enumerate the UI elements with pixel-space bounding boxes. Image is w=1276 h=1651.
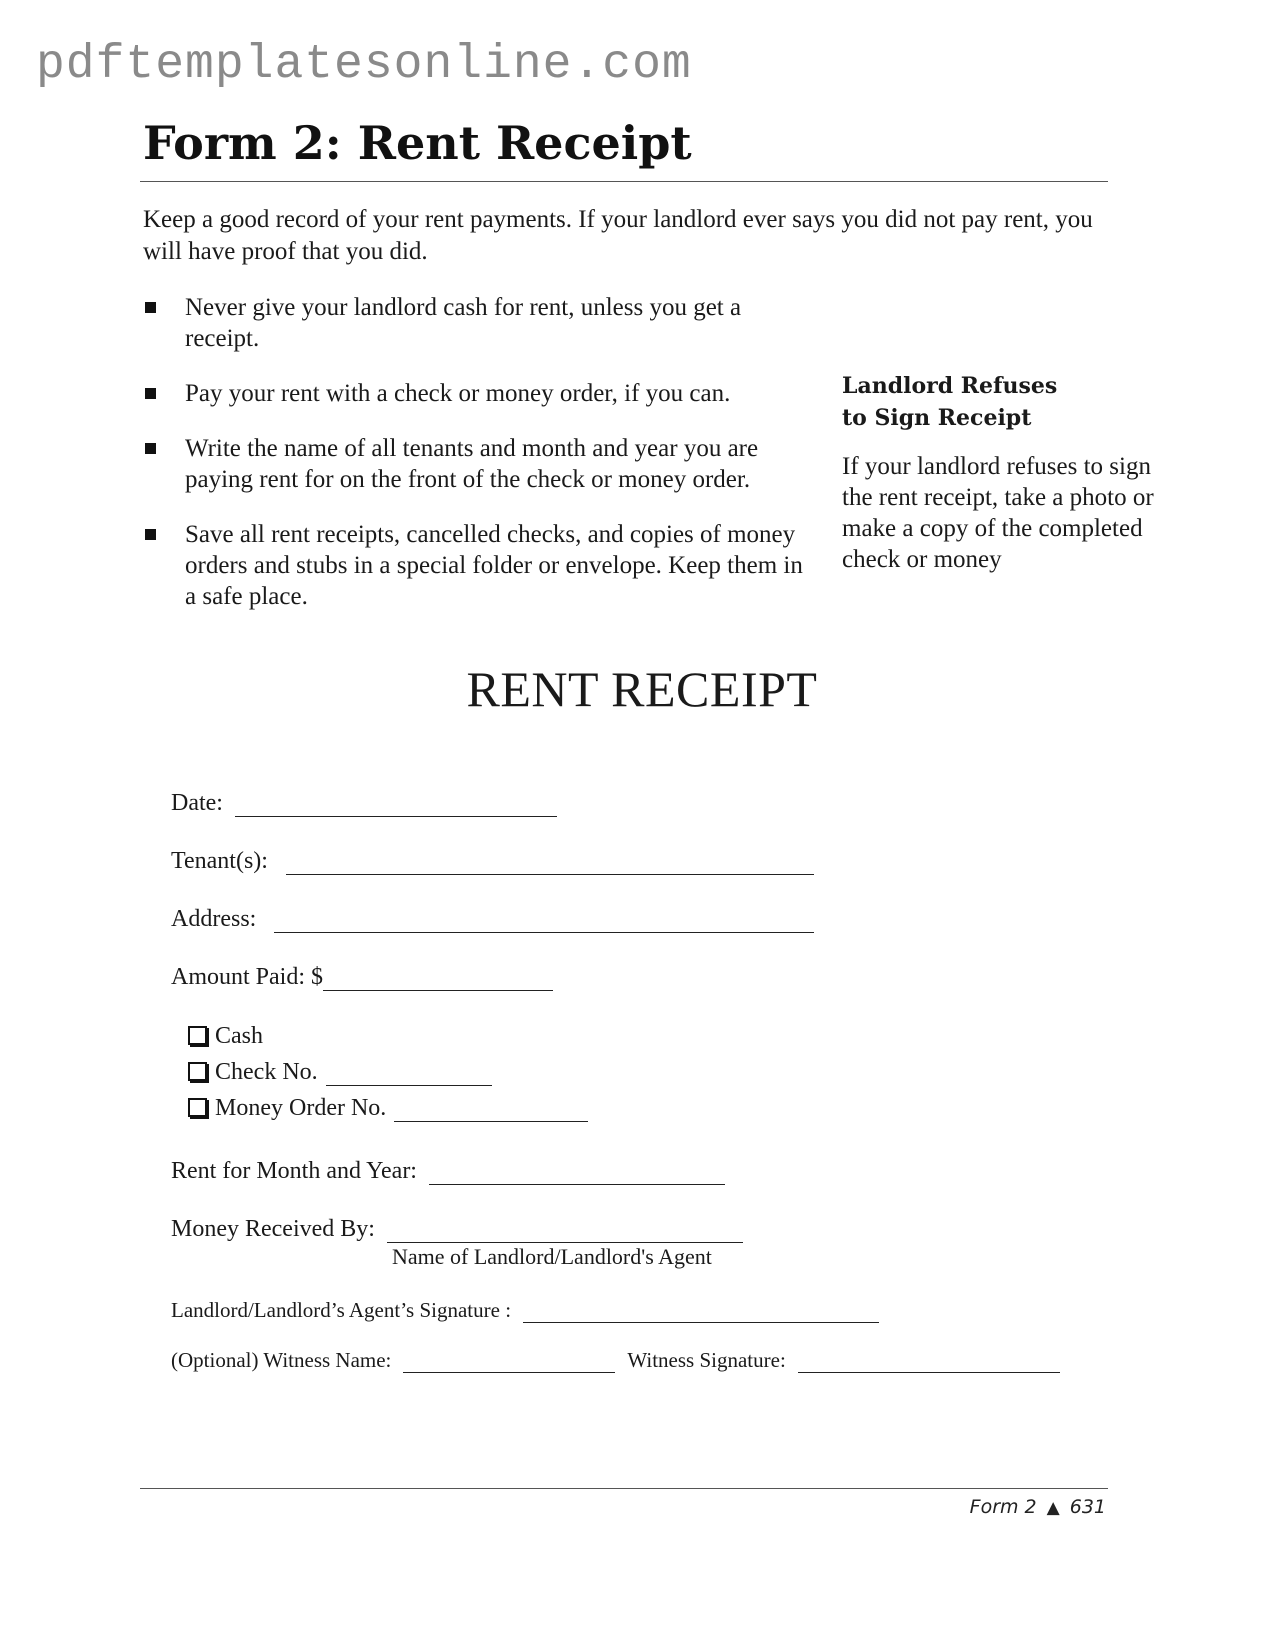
square-bullet-icon [145, 388, 156, 399]
watermark: pdftemplatesonline.com [36, 38, 692, 92]
list-item: Save all rent receipts, cancelled checks, and copies of money orders and stubs in a special folder or envelope. Keep them in a safe place. [143, 519, 813, 612]
money-order-number-input-line[interactable] [394, 1099, 588, 1122]
signature-input-line[interactable] [523, 1300, 879, 1323]
amount-paid-field [171, 964, 553, 991]
witness-field [171, 1348, 1060, 1373]
received-by-field [171, 1216, 743, 1243]
tenants-field [171, 848, 814, 875]
checkbox-money-order[interactable] [188, 1098, 207, 1117]
payment-option-cash: Cash [188, 1023, 263, 1050]
square-bullet-icon [145, 443, 156, 454]
square-bullet-icon [145, 529, 156, 540]
signature-field [171, 1298, 879, 1323]
signature-label: Landlord/Landlord’s Agent’s Signature : [171, 1298, 512, 1322]
page-number: 631 [1069, 1496, 1106, 1518]
received-by-input-line[interactable] [387, 1220, 743, 1243]
address-input-line[interactable] [274, 910, 814, 933]
received-by-label: Money Received By: [171, 1216, 375, 1242]
tips-list [143, 292, 813, 636]
witness-name-input-line[interactable] [403, 1350, 615, 1373]
month-year-label: Rent for Month and Year: [171, 1158, 417, 1184]
payment-option-check: Check No. [188, 1059, 492, 1086]
list-item: Write the name of all tenants and month and year you are paying rent for on the front of the check or money order. [143, 433, 813, 495]
square-bullet-icon [145, 302, 156, 313]
title-divider [140, 181, 1108, 182]
month-year-field [171, 1158, 725, 1185]
date-input-line[interactable] [235, 794, 557, 817]
date-label: Date: [171, 790, 223, 816]
tenants-input-line[interactable] [286, 852, 814, 875]
date-field [171, 790, 557, 817]
sidebar-heading: Landlord Refuses to Sign Receipt [842, 373, 1058, 431]
check-number-input-line[interactable] [326, 1063, 492, 1086]
checkbox-check[interactable] [188, 1062, 207, 1081]
address-field [171, 906, 814, 933]
month-year-input-line[interactable] [429, 1162, 725, 1185]
amount-paid-label: Amount Paid: $ [171, 964, 324, 990]
list-item: Pay your rent with a check or money order, if you can. [143, 378, 813, 409]
checkbox-cash[interactable] [188, 1026, 207, 1045]
footer-divider [140, 1488, 1108, 1489]
payment-option-money-order: Money Order No. [188, 1095, 588, 1122]
address-label: Address: [171, 906, 257, 932]
witness-signature-label: Witness Signature: [627, 1348, 786, 1372]
witness-name-label: (Optional) Witness Name: [171, 1348, 392, 1372]
footer-form-label: Form 2 [969, 1496, 1037, 1518]
page-footer [970, 1496, 1106, 1518]
sidebar-body: If your landlord refuses to sign the rent receipt, take a photo or make a copy of the completed check or money [842, 453, 1154, 573]
list-item: Never give your landlord cash for rent, unless you get a receipt. [143, 292, 813, 354]
receipt-title: RENT RECEIPT [466, 661, 818, 717]
triangle-icon: ▲ [1046, 1498, 1060, 1518]
tenants-label: Tenant(s): [171, 848, 268, 874]
intro-paragraph: Keep a good record of your rent payments. If your landlord ever says you did not pay rent, you will have proof that you did. [143, 206, 1093, 265]
page-title: Form 2: Rent Receipt [143, 116, 692, 170]
received-by-caption: Name of Landlord/Landlord's Agent [392, 1244, 712, 1269]
witness-signature-input-line[interactable] [798, 1350, 1060, 1373]
amount-paid-input-line[interactable] [323, 968, 553, 991]
